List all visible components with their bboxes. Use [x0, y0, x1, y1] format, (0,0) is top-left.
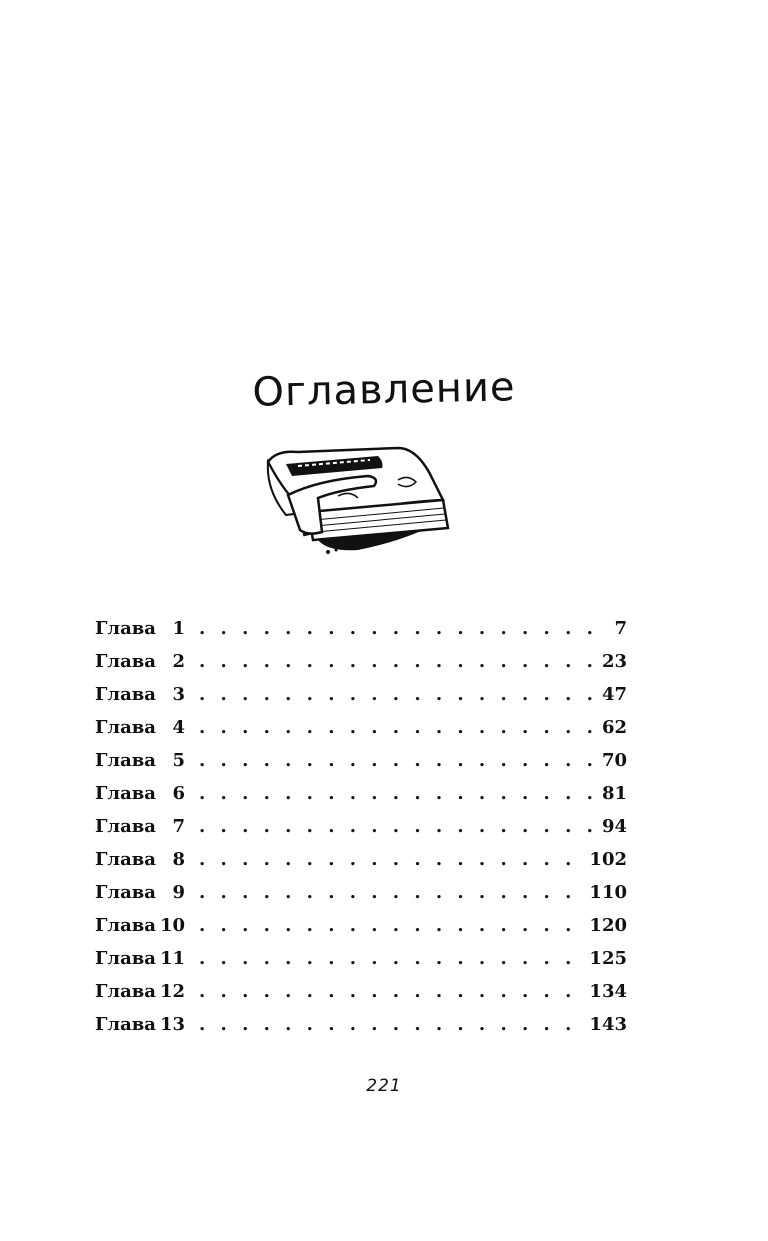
- toc-chapter-label: Глава: [95, 717, 156, 738]
- toc-entry[interactable]: [95, 876, 627, 909]
- toc-leader-dots: [199, 777, 594, 810]
- toc-entry[interactable]: [95, 942, 627, 975]
- toc-entry[interactable]: [95, 810, 627, 843]
- toc-chapter-number: 2: [172, 651, 185, 672]
- toc-chapter-number: 5: [172, 750, 185, 771]
- toc-chapter-label: Глава: [95, 783, 156, 804]
- toc-chapter-label: Глава: [95, 750, 156, 771]
- toc-leader-dots: [199, 678, 594, 711]
- toc-entry[interactable]: [95, 1008, 627, 1041]
- toc-chapter-number: 13: [159, 1014, 185, 1035]
- toc-chapter-number: 11: [159, 948, 185, 969]
- toc-page-number: 62: [601, 717, 627, 738]
- toc-page-number: 7: [614, 618, 627, 639]
- toc-page-number: 70: [601, 750, 627, 771]
- toc-chapter-label: Глава: [95, 684, 156, 705]
- toc-page-number: 125: [589, 948, 627, 969]
- table-of-contents: [95, 612, 627, 1041]
- toc-leader-dots: [199, 711, 594, 744]
- toc-entry[interactable]: [95, 777, 627, 810]
- toc-page-number: 120: [589, 915, 627, 936]
- toc-page-number: 94: [601, 816, 627, 837]
- toc-chapter-number: 8: [172, 849, 185, 870]
- toc-chapter-label: Глава: [95, 849, 156, 870]
- toc-page-number: 143: [589, 1014, 627, 1035]
- toc-entry[interactable]: [95, 711, 627, 744]
- toc-chapter-label: Глава: [95, 1014, 156, 1035]
- toc-chapter-label: Глава: [95, 948, 156, 969]
- toc-leader-dots: [199, 744, 594, 777]
- toc-chapter-number: 4: [172, 717, 185, 738]
- toc-chapter-label: Глава: [95, 651, 156, 672]
- book-icon: [258, 440, 468, 560]
- toc-entry[interactable]: [95, 843, 627, 876]
- toc-leader-dots: [199, 1008, 581, 1041]
- toc-page-number: 81: [601, 783, 627, 804]
- toc-chapter-number: 10: [159, 915, 185, 936]
- toc-page-number: 110: [589, 882, 627, 903]
- toc-chapter-number: 9: [172, 882, 185, 903]
- toc-leader-dots: [199, 975, 581, 1008]
- toc-leader-dots: [199, 909, 581, 942]
- toc-entry[interactable]: [95, 744, 627, 777]
- toc-page-number: 134: [589, 981, 627, 1002]
- toc-chapter-number: 7: [172, 816, 185, 837]
- toc-leader-dots: [199, 942, 581, 975]
- toc-chapter-label: Глава: [95, 882, 156, 903]
- toc-leader-dots: [199, 612, 606, 645]
- toc-chapter-number: 6: [172, 783, 185, 804]
- toc-chapter-label: Глава: [95, 816, 156, 837]
- toc-leader-dots: [199, 876, 581, 909]
- toc-entry[interactable]: [95, 678, 627, 711]
- toc-entry[interactable]: [95, 612, 627, 645]
- toc-chapter-number: 12: [159, 981, 185, 1002]
- toc-page-number: 102: [589, 849, 627, 870]
- toc-chapter-label: Глава: [95, 915, 156, 936]
- toc-chapter-label: Глава: [95, 618, 156, 639]
- toc-leader-dots: [199, 843, 581, 876]
- toc-entry[interactable]: [95, 909, 627, 942]
- toc-chapter-label: Глава: [95, 981, 156, 1002]
- toc-page-number: 23: [601, 651, 627, 672]
- toc-leader-dots: [199, 810, 594, 843]
- toc-page-number: 47: [601, 684, 627, 705]
- page-title: Оглавление: [252, 364, 516, 416]
- toc-entry[interactable]: [95, 645, 627, 678]
- toc-chapter-number: 3: [172, 684, 185, 705]
- toc-entry[interactable]: [95, 975, 627, 1008]
- toc-leader-dots: [199, 645, 594, 678]
- toc-chapter-number: 1: [172, 618, 185, 639]
- page-number: 221: [366, 1076, 402, 1096]
